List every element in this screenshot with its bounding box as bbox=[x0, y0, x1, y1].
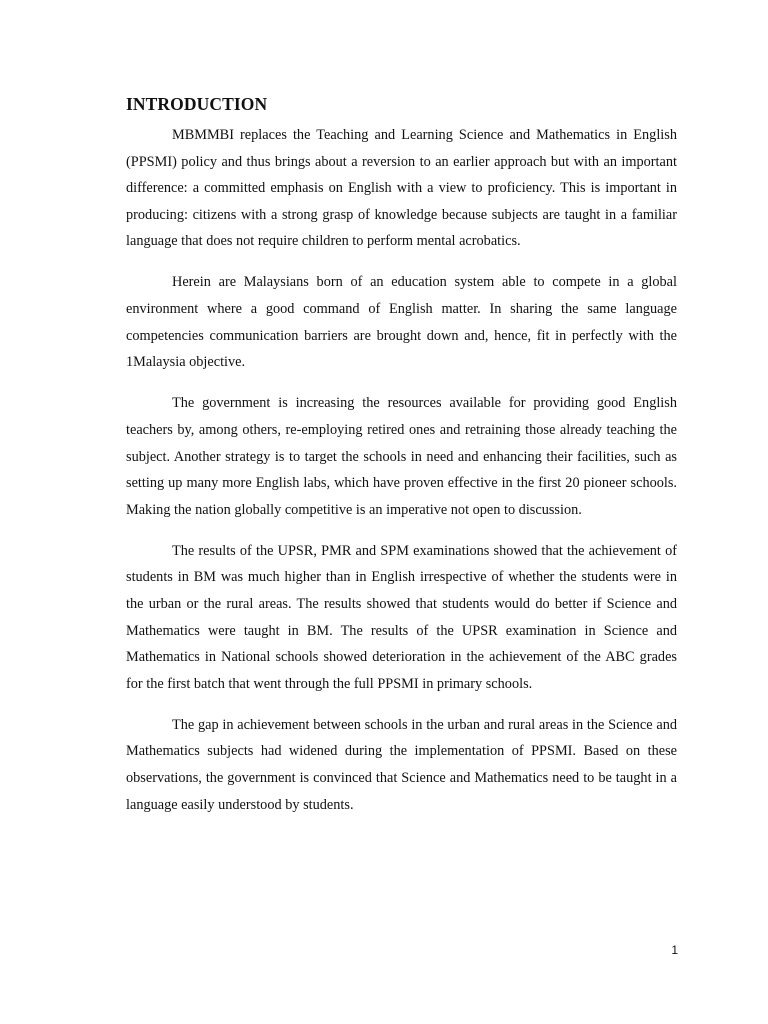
paragraph-3: The government is increasing the resources available for providing good English teachers by, among others, re-employing retired ones and retraining those already teaching the subject. Another strategy is to target the schools in need and enhancing their facilities, such as setting up many more English labs, which have proven effective in the first 20 pioneer schools. Making the nation globally competitive is an imperative not open to discussion. bbox=[126, 395, 677, 518]
paragraph-1: MBMMBI replaces the Teaching and Learning Science and Mathematics in English (PPSMI) policy and thus brings about a reversion to an earlier approach but with an important difference: a committed emphasis on English with a view to proficiency. This is important in producing: citizens with a strong grasp of knowledge because subjects are taught in a familiar language that does not require children to perform mental acrobatics. bbox=[126, 127, 677, 250]
body-text bbox=[126, 122, 677, 833]
paragraph-4: The results of the UPSR, PMR and SPM examinations showed that the achievement of students in BM was much higher than in English irrespective of whether the students were in the urban or the rural areas. The results showed that students would do better if Science and Mathematics were taught in BM. The results of the UPSR examination in Science and Mathematics in National schools showed deterioration in the achievement of the ABC grades for the first batch that went through the full PPSMI in primary schools. bbox=[126, 542, 677, 692]
paragraph-5: The gap in achievement between schools in the urban and rural areas in the Science and Mathematics subjects had widened during the implementation of PPSMI. Based on these observations, the government is convinced that Science and Mathematics need to be taught in a language easily understood by students. bbox=[126, 716, 677, 813]
section-heading: INTRODUCTION bbox=[126, 94, 268, 114]
page-number: 1 bbox=[671, 943, 678, 957]
paragraph-2: Herein are Malaysians born of an education system able to compete in a global environment where a good command of English matter. In sharing the same language competencies communication barriers are brought down and, hence, fit in perfectly with the 1Malaysia objective. bbox=[126, 274, 677, 371]
